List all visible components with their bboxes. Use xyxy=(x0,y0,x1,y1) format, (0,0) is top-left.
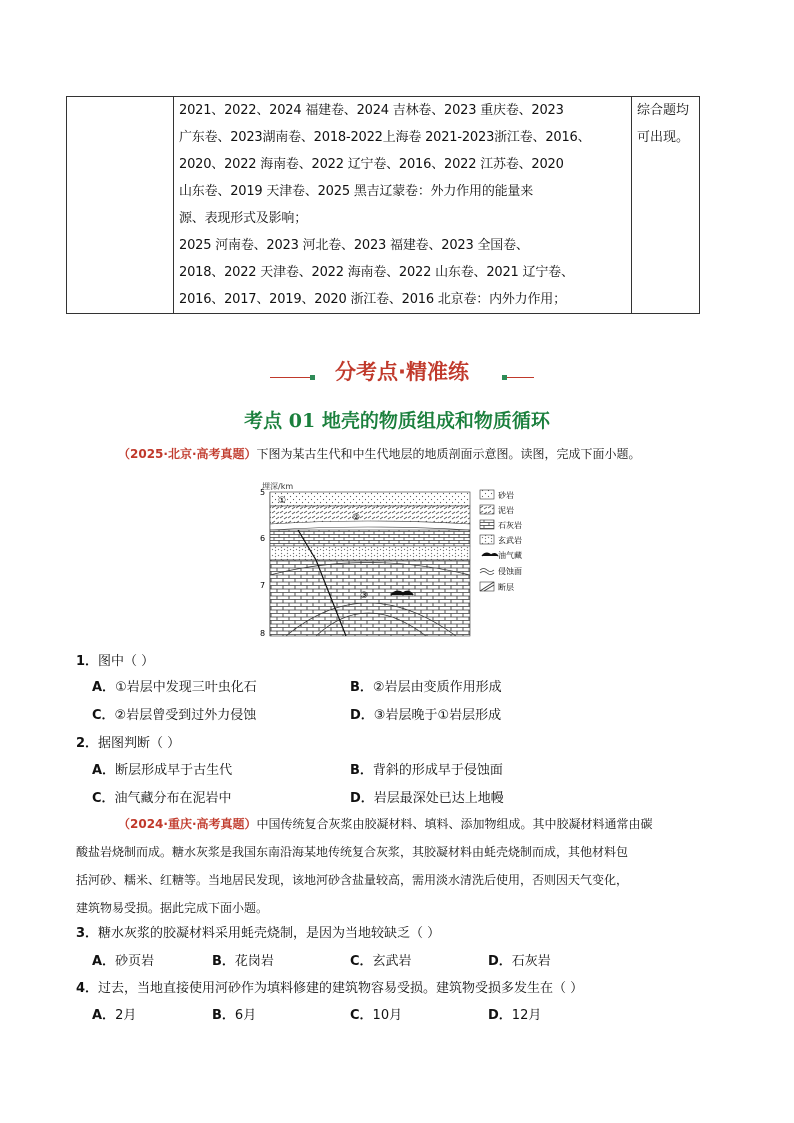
layer-label-3: ③ xyxy=(360,591,369,601)
geological-section-figure xyxy=(256,480,536,642)
option-label: B． xyxy=(350,763,373,778)
source-line: 源、表现形式及影响； xyxy=(179,211,308,226)
legend-sandstone: 砂岩 xyxy=(498,491,514,500)
q4-option-d[interactable] xyxy=(488,1006,541,1026)
group2-intro xyxy=(76,810,726,922)
option-text: 断层形成早于古生代 xyxy=(115,763,233,778)
q2-option-d[interactable] xyxy=(350,789,504,809)
option-text: 砂页岩 xyxy=(115,954,155,969)
q1-option-a[interactable] xyxy=(92,678,257,698)
question-text: 糖水灰浆的胶凝材料采用蚝壳烧制，是因为当地较缺乏（ ） xyxy=(98,926,441,941)
q4-option-a[interactable] xyxy=(92,1006,136,1026)
option-text: 油气藏分布在泥岩中 xyxy=(114,791,232,806)
axis-label-depth: 埋深/km xyxy=(262,482,294,491)
question-1-stem xyxy=(76,652,154,672)
option-text: 花岗岩 xyxy=(234,954,274,969)
question-text: 过去，当地直接使用河砂作为填料修建的建筑物容易受损。建筑物受损多发生在（ ） xyxy=(98,981,584,996)
group2-line: 酸盐岩烧制而成。糖水灰浆是我国东南沿海某地传统复合灰浆，其胶凝材料由蚝壳烧制而成，其他材料包 xyxy=(76,845,629,859)
option-label: D． xyxy=(488,1008,512,1023)
option-label: C． xyxy=(92,708,115,723)
option-text: ①岩层中发现三叶虫化石 xyxy=(115,680,257,695)
option-label: C． xyxy=(92,791,115,806)
q2-option-c[interactable] xyxy=(92,789,232,809)
table-cell-sources xyxy=(173,97,632,313)
source-line: 2025 河南卷、2023 河北卷、2023 福建卷、2023 全国卷、 xyxy=(179,238,529,253)
q3-option-c[interactable] xyxy=(350,952,412,972)
option-label: A． xyxy=(92,763,116,778)
q2-option-a[interactable] xyxy=(92,761,232,781)
layer-label-2: ② xyxy=(352,513,361,523)
q4-option-c[interactable] xyxy=(350,1006,402,1026)
group2-line: 建筑物易受损。据此完成下面小题。 xyxy=(76,901,269,915)
source-line: 广东卷、2023湖南卷、2018-2022上海卷 2021-2023浙江卷、2016、 xyxy=(179,130,591,145)
option-text: 12月 xyxy=(511,1008,542,1023)
kaodian-title: 考点 01 地壳的物质组成和物质循环 xyxy=(244,410,550,432)
q2-option-b[interactable] xyxy=(350,761,503,781)
option-label: B． xyxy=(350,680,373,695)
option-label: D． xyxy=(350,708,374,723)
layer-label-1: ① xyxy=(278,496,287,506)
section-banner xyxy=(270,356,534,386)
group1-intro xyxy=(118,440,641,468)
question-number: 1． xyxy=(76,654,99,669)
option-text: ②岩层曾受到过外力侵蚀 xyxy=(114,708,257,723)
source-line: 山东卷、2019 天津卷、2025 黑吉辽蒙卷：外力作用的能量来 xyxy=(179,184,534,199)
exam-source-table xyxy=(66,96,700,314)
option-label: A． xyxy=(92,954,116,969)
option-label: A． xyxy=(92,680,116,695)
question-3-stem xyxy=(76,924,440,944)
option-text: ③岩层晚于①岩层形成 xyxy=(373,708,502,723)
q1-option-d[interactable] xyxy=(350,706,501,726)
group2-line: 括河砂、糯米、红糖等。当地居民发现，该地河砂含盐量较高，需用淡水清洗后使用，否则因天气变化， xyxy=(76,873,629,887)
legend-mudstone: 泥岩 xyxy=(498,506,514,515)
group2-line: 中国传统复合灰浆由胶凝材料、填料、添加物组成。其中胶凝材料通常由碳 xyxy=(256,817,653,831)
option-label: C． xyxy=(350,954,373,969)
y-tick-6: 6 xyxy=(260,534,266,543)
table-cell-category xyxy=(67,97,174,313)
option-label: B． xyxy=(212,954,235,969)
question-type-text: 综合题均可出现。 xyxy=(637,103,690,145)
y-tick-7: 7 xyxy=(260,581,266,590)
option-text: 2月 xyxy=(115,1008,137,1023)
option-text: 石灰岩 xyxy=(511,954,551,969)
q3-option-d[interactable] xyxy=(488,952,551,972)
option-label: C． xyxy=(350,1008,373,1023)
y-tick-8: 8 xyxy=(260,629,266,638)
source-line: 2018、2022 天津卷、2022 海南卷、2022 山东卷、2021 辽宁卷、 xyxy=(179,265,574,280)
question-number: 2． xyxy=(76,736,99,751)
question-text: 图中（ ） xyxy=(98,654,155,669)
table-cell-question-type xyxy=(631,97,699,313)
option-label: D． xyxy=(350,791,374,806)
q1-option-c[interactable] xyxy=(92,706,256,726)
legend-limestone: 石灰岩 xyxy=(498,521,522,530)
q4-option-b[interactable] xyxy=(212,1006,256,1026)
group2-source: （2024·重庆·高考真题） xyxy=(118,817,257,831)
source-line: 2020、2022 海南卷、2022 辽宁卷、2016、2022 江苏卷、2020 xyxy=(179,157,564,172)
option-text: 6月 xyxy=(234,1008,257,1023)
group1-source: （2025·北京·高考真题） xyxy=(118,447,257,461)
option-text: 背斜的形成早于侵蚀面 xyxy=(372,763,503,778)
option-label: B． xyxy=(212,1008,235,1023)
section-layers xyxy=(270,492,470,636)
legend-basalt: 玄武岩 xyxy=(498,536,522,545)
legend-oil-gas: 油气藏 xyxy=(498,551,522,560)
option-label: A． xyxy=(92,1008,116,1023)
question-text: 据图判断（ ） xyxy=(98,736,181,751)
option-text: ②岩层由变质作用形成 xyxy=(372,680,502,695)
source-line: 2016、2017、2019、2020 浙江卷、2016 北京卷：内外力作用； xyxy=(179,292,566,307)
legend-erosion-surface: 侵蚀面 xyxy=(498,567,522,576)
q3-option-b[interactable] xyxy=(212,952,274,972)
q1-option-b[interactable] xyxy=(350,678,502,698)
figure-legend xyxy=(480,490,522,592)
y-tick-5: 5 xyxy=(260,488,266,497)
question-number: 4． xyxy=(76,981,99,996)
group1-intro-text: 下图为某古生代和中生代地层的地质剖面示意图。读图，完成下面小题。 xyxy=(256,447,641,461)
oil-gas-symbol xyxy=(391,591,413,595)
geological-section-svg xyxy=(256,480,536,642)
question-4-stem xyxy=(76,979,583,999)
legend-fault: 断层 xyxy=(498,583,514,592)
option-label: D． xyxy=(488,954,512,969)
section-banner-title: 分考点·精准练 xyxy=(335,360,469,384)
q3-option-a[interactable] xyxy=(92,952,154,972)
option-text: 玄武岩 xyxy=(372,954,412,969)
question-2-stem xyxy=(76,734,180,754)
option-text: 10月 xyxy=(372,1008,403,1023)
question-number: 3． xyxy=(76,926,99,941)
option-text: 岩层最深处已达上地幔 xyxy=(373,791,504,806)
source-line: 2021、2022、2024 福建卷、2024 吉林卷、2023 重庆卷、2023 xyxy=(179,103,564,118)
